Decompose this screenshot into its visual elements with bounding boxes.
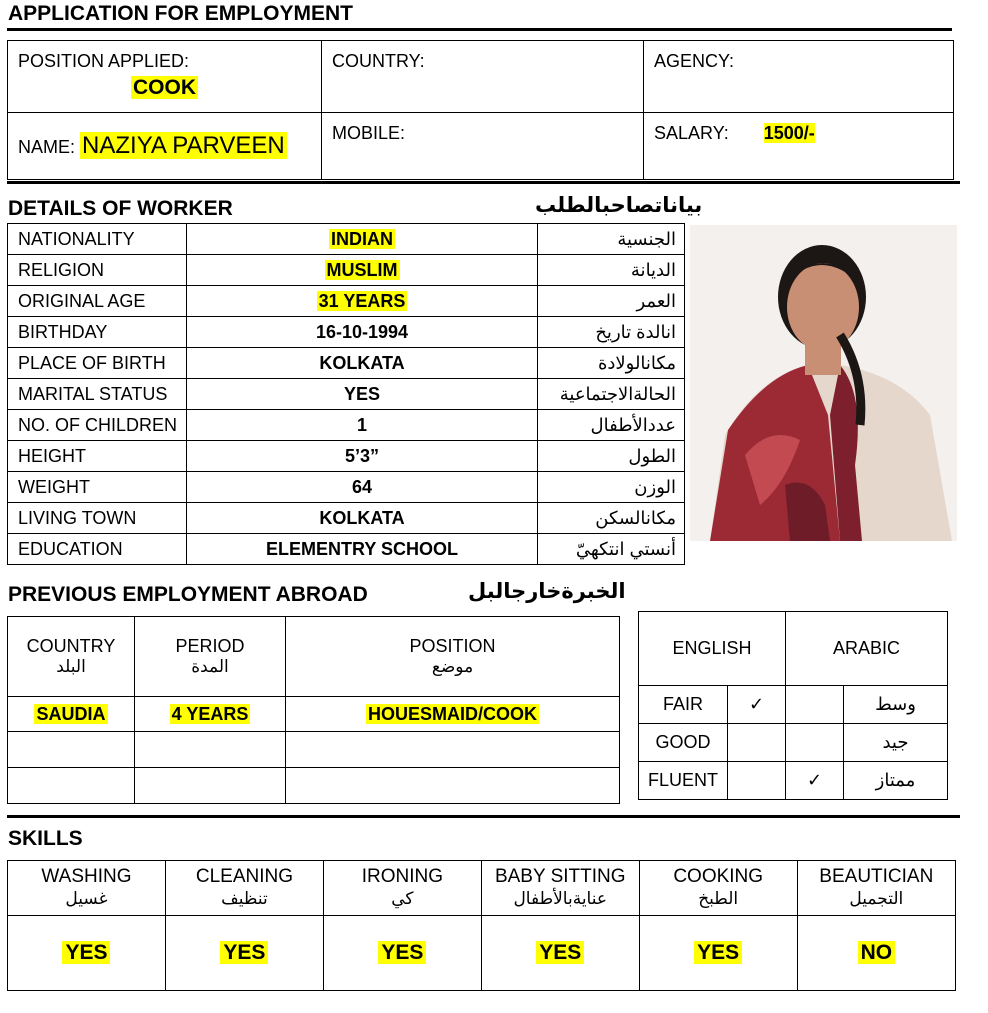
prev-header-position-en: POSITION — [409, 636, 496, 656]
lang-arabic-check — [786, 724, 844, 762]
lang-arabic-check — [786, 686, 844, 724]
skill-name-ar: عنايةبالأطفال — [513, 889, 608, 908]
prev-employment-row — [8, 697, 620, 732]
detail-label-ar: الديانة — [538, 255, 685, 286]
prev-period-cell — [135, 697, 286, 732]
detail-row — [8, 441, 685, 472]
prev-header-country — [8, 617, 135, 697]
prev-period-value: 4 YEARS — [171, 703, 249, 724]
skills-table — [7, 860, 956, 991]
prev-header-position — [286, 617, 620, 697]
detail-value: YES — [343, 383, 381, 404]
skill-answer: NO — [858, 941, 896, 964]
skill-header — [797, 861, 955, 916]
detail-label-ar: مكانالولادة — [538, 348, 685, 379]
prev-employment-title-ar: الخبرةخارجالبل — [468, 580, 626, 603]
prev-position-value: HOUESMAID/COOK — [367, 703, 537, 724]
details-table — [7, 223, 685, 565]
prev-employment-row — [8, 768, 620, 804]
lang-header-english: ENGLISH — [639, 612, 786, 686]
detail-value-cell — [187, 348, 538, 379]
detail-value-cell — [187, 286, 538, 317]
details-title: DETAILS OF WORKER — [8, 197, 233, 220]
prev-position-cell — [286, 732, 620, 768]
detail-label-ar: مكانالسكن — [538, 503, 685, 534]
detail-label-ar: الطول — [538, 441, 685, 472]
prev-country-cell — [8, 697, 135, 732]
prev-position-cell — [286, 768, 620, 804]
prev-header-position-ar: موضع — [431, 657, 474, 676]
skill-header — [481, 861, 639, 916]
language-row — [639, 762, 948, 800]
skill-answer: YES — [536, 941, 584, 964]
detail-value-cell — [187, 255, 538, 286]
country-label: COUNTRY: — [332, 51, 425, 71]
skill-header — [639, 861, 797, 916]
detail-value: KOLKATA — [319, 507, 405, 528]
form-title: APPLICATION FOR EMPLOYMENT — [8, 2, 353, 25]
detail-row — [8, 348, 685, 379]
language-row — [639, 686, 948, 724]
skill-answer-cell — [797, 916, 955, 991]
skill-name: IRONING — [361, 866, 443, 887]
header-box — [7, 40, 954, 180]
detail-label-ar: الجنسية — [538, 224, 685, 255]
details-title-ar: بياناتصاحبالطلب — [535, 194, 703, 217]
detail-row — [8, 379, 685, 410]
country-cell — [322, 41, 644, 113]
position-cell — [8, 41, 322, 113]
detail-value-cell — [187, 534, 538, 565]
detail-value-cell — [187, 224, 538, 255]
prev-period-cell — [135, 768, 286, 804]
skills-header-row — [8, 861, 956, 916]
detail-value: 31 YEARS — [318, 290, 406, 311]
skill-name-ar: كي — [391, 889, 414, 908]
position-value: COOK — [133, 76, 196, 99]
detail-label: LIVING TOWN — [8, 503, 187, 534]
detail-value-cell — [187, 472, 538, 503]
skill-name-ar: التجميل — [849, 889, 904, 908]
skill-header — [8, 861, 166, 916]
detail-label: RELIGION — [8, 255, 187, 286]
prev-employment-table — [7, 616, 620, 804]
detail-row — [8, 503, 685, 534]
name-value: NAZIYA PARVEEN — [82, 131, 285, 159]
skill-name: WASHING — [41, 866, 132, 887]
mobile-label: MOBILE: — [332, 122, 406, 143]
prev-employment-row — [8, 732, 620, 768]
detail-row — [8, 317, 685, 348]
prev-header-period-en: PERIOD — [175, 636, 245, 656]
detail-value: 5’3” — [344, 445, 380, 466]
detail-value: MUSLIM — [326, 259, 398, 280]
skills-title: SKILLS — [8, 827, 83, 850]
agency-cell — [644, 41, 954, 113]
prev-header-country-ar: البلد — [56, 657, 86, 676]
position-label: POSITION APPLIED: — [18, 51, 190, 71]
salary-cell — [644, 112, 954, 180]
detail-value: INDIAN — [331, 228, 393, 249]
detail-label: WEIGHT — [8, 472, 187, 503]
lang-header-arabic: ARABIC — [786, 612, 948, 686]
detail-value-cell — [187, 317, 538, 348]
detail-value: 64 — [351, 476, 373, 497]
detail-label: HEIGHT — [8, 441, 187, 472]
detail-label: ORIGINAL AGE — [8, 286, 187, 317]
prev-position-cell — [286, 697, 620, 732]
skill-answer: YES — [378, 941, 426, 964]
detail-value: ELEMENTRY SCHOOL — [265, 538, 458, 559]
lang-level: FLUENT — [639, 762, 728, 800]
detail-value: 16-10-1994 — [315, 321, 409, 342]
skills-answer-row — [8, 916, 956, 991]
prev-country-cell — [8, 768, 135, 804]
skill-name: BEAUTICIAN — [819, 866, 934, 887]
skill-answer-cell — [323, 916, 481, 991]
lang-english-check — [728, 724, 786, 762]
lang-english-check — [728, 762, 786, 800]
detail-label-ar: عددالأطفال — [538, 410, 685, 441]
detail-label-ar: العمر — [538, 286, 685, 317]
detail-value: KOLKATA — [319, 352, 405, 373]
detail-value-cell — [187, 379, 538, 410]
skill-name-ar: تنظيف — [221, 889, 268, 908]
detail-value-cell — [187, 410, 538, 441]
lang-level: GOOD — [639, 724, 728, 762]
applicant-photo — [690, 225, 957, 541]
skill-answer-cell — [481, 916, 639, 991]
detail-value: 1 — [356, 414, 367, 435]
language-table — [638, 611, 948, 800]
skill-answer-cell — [165, 916, 323, 991]
detail-label: NO. OF CHILDREN — [8, 410, 187, 441]
detail-label: MARITAL STATUS — [8, 379, 187, 410]
skill-name-ar: غسيل — [65, 889, 108, 908]
lang-level: FAIR — [639, 686, 728, 724]
skill-answer-cell — [639, 916, 797, 991]
prev-period-cell — [135, 732, 286, 768]
name-label: NAME: — [18, 136, 76, 157]
skill-header — [165, 861, 323, 916]
language-row — [639, 724, 948, 762]
skill-answer: YES — [62, 941, 110, 964]
skill-answer: YES — [220, 941, 268, 964]
prev-country-cell — [8, 732, 135, 768]
lang-level-ar: جيد — [844, 724, 948, 762]
header-rule — [7, 181, 960, 184]
salary-value: 1500/- — [763, 122, 815, 143]
detail-row — [8, 410, 685, 441]
skill-name: CLEANING — [195, 866, 293, 887]
skill-name: COOKING — [673, 866, 764, 887]
lang-level-ar: ممتاز — [844, 762, 948, 800]
detail-label-ar: انالدة تاريخ — [538, 317, 685, 348]
detail-row — [8, 286, 685, 317]
skill-name-ar: الطبخ — [698, 889, 739, 908]
prev-employment-title: PREVIOUS EMPLOYMENT ABROAD — [8, 583, 368, 606]
skill-name: BABY SITTING — [494, 866, 626, 887]
detail-row — [8, 255, 685, 286]
detail-label: NATIONALITY — [8, 224, 187, 255]
prev-country-value: SAUDIA — [36, 703, 106, 724]
detail-label: BIRTHDAY — [8, 317, 187, 348]
prev-header-period — [135, 617, 286, 697]
prev-header-period-ar: المدة — [191, 657, 229, 676]
name-cell — [8, 112, 322, 180]
salary-label: SALARY: — [654, 122, 729, 143]
agency-label: AGENCY: — [654, 51, 735, 71]
skills-rule — [7, 815, 960, 818]
lang-arabic-check: ✓ — [786, 762, 844, 800]
detail-label-ar: أنستي انتكهيّ — [538, 534, 685, 565]
detail-label: EDUCATION — [8, 534, 187, 565]
title-rule — [7, 28, 952, 31]
detail-row — [8, 224, 685, 255]
detail-label: PLACE OF BIRTH — [8, 348, 187, 379]
prev-header-country-en: COUNTRY — [26, 636, 116, 656]
detail-value-cell — [187, 503, 538, 534]
lang-level-ar: وسط — [844, 686, 948, 724]
skill-header — [323, 861, 481, 916]
detail-label-ar: الحالةالاجتماعية — [538, 379, 685, 410]
detail-label-ar: الوزن — [538, 472, 685, 503]
detail-value-cell — [187, 441, 538, 472]
detail-row — [8, 534, 685, 565]
applicant-photo-icon — [690, 225, 957, 541]
skill-answer: YES — [694, 941, 742, 964]
detail-row — [8, 472, 685, 503]
mobile-cell — [322, 112, 644, 180]
lang-english-check: ✓ — [728, 686, 786, 724]
skill-answer-cell — [8, 916, 166, 991]
